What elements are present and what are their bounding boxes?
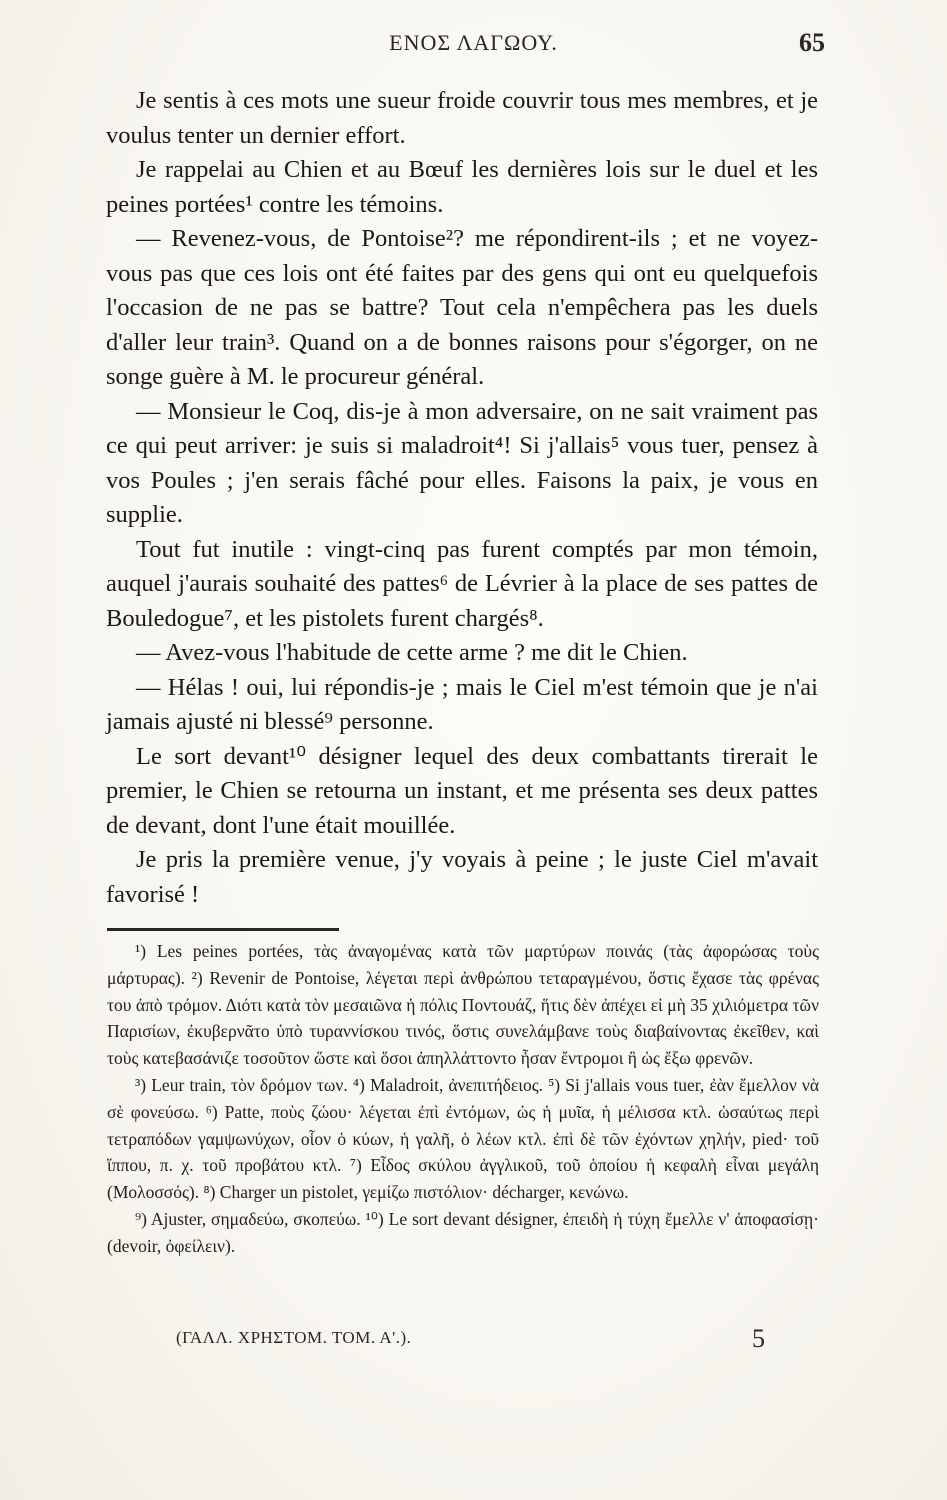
footnote-rule bbox=[107, 928, 339, 931]
footnote-block: ³) Leur train, τὸν δρόμον των. ⁴) Maladroit, ἀνεπιτήδειος. ⁵) Si j'allais vous tuer, ἐὰν ἔμελλον νὰ σὲ φονεύσω. ⁶) Patte, ποὺς ζώου· λέγεται ἐπὶ ἐντόμων, ὡς ἡ μυῖα, ἡ μέλισσα κτλ. ὡσαύτως περὶ τετραπόδων γαμψωνύχων, οἷον ὁ κύων, ἡ γαλῆ, ὁ λέων κτλ. ἐπὶ δὲ τῶν ἐχόντων χηλήν, pied· τοῦ ἵππου, π. χ. τοῦ προβάτου κτλ. ⁷) Εἶδος σκύλου ἀγγλικοῦ, τοῦ ὁποίου ἡ κεφαλὴ εἶναι μεγάλη (Μολοσσός). ⁸) Charger un pistolet, γεμίζω πιστόλιον· décharger, κενώνω. bbox=[107, 1074, 819, 1203]
signature-line: (ΓΑΛΛ. ΧΡΗΣΤΟΜ. ΤΟΜ. Α'.). bbox=[176, 1328, 412, 1347]
running-head bbox=[0, 22, 947, 62]
main-text bbox=[106, 84, 818, 912]
page-footer bbox=[0, 1324, 947, 1358]
paragraph: Le sort devant¹⁰ désigner lequel des deux combattants tirerait le premier, le Chien se retourna un instant, et me présenta ses deux pattes de devant, dont l'une était mouillée. bbox=[106, 742, 818, 839]
signature-mark: 5 bbox=[752, 1324, 765, 1353]
footnotes bbox=[107, 938, 819, 1260]
paragraph: — Monsieur le Coq, dis-je à mon adversaire, on ne sait vraiment pas ce qui peut arriver: je suis si maladroit⁴! Si j'allais⁵ vous tuer, pensez à vos Poules ; j'en serais fâché pour elles. Faisons la paix, je vous en supplie. bbox=[106, 397, 818, 528]
running-title: ΕΝΟΣ ΛΑΓΩΟΥ. bbox=[389, 30, 558, 55]
paragraph: — Hélas ! oui, lui répondis-je ; mais le Ciel m'est témoin que je n'ai jamais ajusté ni blessé⁹ personne. bbox=[106, 673, 818, 735]
paragraph: Je pris la première venue, j'y voyais à peine ; le juste Ciel m'avait favorisé ! bbox=[106, 846, 818, 908]
footnote-block: ⁹) Ajuster, σημαδεύω, σκοπεύω. ¹⁰) Le sort devant désigner, ἐπειδὴ ἡ τύχη ἔμελλε ν' ἀποφασίσῃ· (devoir, ὀφείλειν). bbox=[107, 1208, 819, 1256]
paragraph: Tout fut inutile : vingt-cinq pas furent comptés par mon témoin, auquel j'aurais souhaité des pattes⁶ de Lévrier à la place de ses pattes de Bouledogue⁷, et les pistolets furent chargés⁸. bbox=[106, 535, 818, 632]
paragraph: Je sentis à ces mots une sueur froide couvrir tous mes membres, et je voulus tenter un dernier effort. bbox=[106, 87, 818, 149]
footnote-block: ¹) Les peines portées, τὰς ἀναγομένας κατὰ τῶν μαρτύρων ποινάς (τὰς ἀφορώσας τοὺς μάρτυρας). ²) Revenir de Pontoise, λέγεται περὶ ἀνθρώπου τεταραγμένου, ὅστις ἔχασε τὰς φρένας του ἀπὸ τρόμον. Διότι κατὰ τὸν μεσαιῶνα ἡ πόλις Ποντουάζ, ἥτις δὲν ἀπέχει εἰ μὴ 35 χιλιόμετρα τῶν Παρισίων, ἐκυβερνᾶτο ὑπὸ τυραννίσκου τινός, ὅστις συνελάμβανε τοὺς διαβαίνοντας ἐκεῖθεν, καὶ τοὺς κατεβασάνιζε τοσοῦτον ὥστε καὶ ὅσοι ἀπηλλάττοντο ἦσαν ἔντρομοι ἢ ὡς ἔξω φρενῶν. bbox=[107, 941, 819, 1069]
paragraph: — Avez-vous l'habitude de cette arme ? me dit le Chien. bbox=[136, 639, 688, 666]
paragraph: — Revenez-vous, de Pontoise²? me répondirent-ils ; et ne voyez-vous pas que ces lois ont été faites par des gens qui ont eu quelquefois l'occasion de ne pas se battre? Tout cela n'empêchera pas les duels d'aller leur train³. Quand on a de bonnes raisons pour s'égorger, on ne songe guère à M. le procureur général. bbox=[106, 225, 818, 390]
page-number: 65 bbox=[799, 28, 825, 57]
paragraph: Je rappelai au Chien et au Bœuf les dernières lois sur le duel et les peines portées¹ contre les témoins. bbox=[106, 156, 818, 218]
